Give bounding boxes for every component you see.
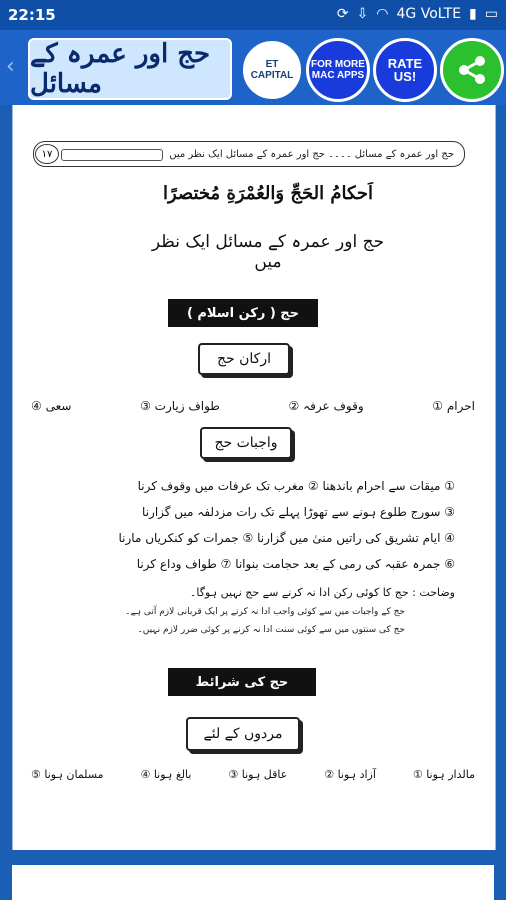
list-item: ④ بالغ ہونا	[140, 768, 192, 781]
men-heading: مردوں کے لئے	[186, 717, 300, 751]
hajj-heading: حج ( رکن اسلام )	[168, 299, 318, 327]
next-page-preview	[12, 865, 494, 900]
page-number: ۱۷	[35, 144, 59, 164]
download-icon: ⇩	[356, 6, 369, 22]
conditions-heading: حج کی شرائط	[168, 668, 316, 696]
wajibat-heading: واجبات حج	[200, 427, 292, 459]
capital-app-button[interactable]: ET CAPITAL	[240, 38, 304, 102]
list-item: ① مالدار ہونا	[412, 768, 475, 781]
wifi-icon: ◠	[376, 6, 389, 22]
sync-icon: ⟳	[336, 6, 349, 22]
arabic-title: اَحکامُ الحَجِّ وَالعُمْرَةِ مُختصرًا	[162, 183, 374, 204]
status-bar	[0, 0, 506, 30]
clarification-text: وضاحت : حج کا کوئی رکن ادا نہ کرنے سے حج نہیں ہوگا۔	[189, 586, 455, 599]
more-apps-button[interactable]: FOR MORE MAC APPS	[306, 38, 370, 102]
men-conditions-list	[31, 768, 475, 781]
status-right	[337, 6, 498, 22]
share-button[interactable]	[440, 38, 504, 102]
list-item: ② وقوف عرفہ	[288, 399, 364, 413]
app-title-banner: حج اور عمرہ کے مسائل	[28, 38, 232, 100]
list-item: ④ سعی	[31, 399, 72, 413]
wajibat-line: ① میقات سے احرام باندھنا ② مغرب تک عرفات میں وقوف کرنا	[137, 479, 455, 493]
note-item: حج کے واجبات میں سے کوئی واجب ادا نہ کرنے پر ایک قربانی لازم آتی ہے۔	[125, 607, 405, 617]
rate-us-button[interactable]: RATE US!	[373, 38, 437, 102]
list-item: ② آزاد ہونا	[324, 768, 376, 781]
back-chevron-icon[interactable]: ‹	[6, 54, 15, 79]
wajibat-line: ④ ایام تشریق کی راتیں منیٰ میں گزارنا ⑤ جمرات کو کنکریاں مارنا	[118, 531, 455, 545]
list-item: ③ عاقل ہونا	[228, 768, 288, 781]
note-item: حج کی سنتوں میں سے کوئی سنت ادا نہ کرنے پر کوئی ضرر لازم نہیں۔	[137, 625, 405, 635]
arkan-list	[31, 399, 475, 413]
book-page	[12, 105, 496, 850]
wajibat-line: ③ سورج طلوع ہونے سے تھوڑا پہلے تک رات مزدلفہ میں گزارنا	[142, 505, 455, 519]
list-item: ③ طواف زیارت	[140, 399, 220, 413]
battery-icon: ▭	[484, 6, 498, 22]
network-label: 4G VoLTE	[396, 6, 462, 22]
wajibat-line: ⑥ جمرہ عقبہ کی رمی کے بعد حجامت بنوانا ⑦ طواف وداع کرنا	[136, 557, 455, 571]
status-time: 22:15	[8, 6, 56, 24]
arkan-heading: ارکان حج	[198, 343, 290, 375]
list-item: ① احرام	[432, 399, 475, 413]
share-icon	[456, 54, 488, 86]
page-header-text: حج اور عمرہ کے مسائل ۔۔۔۔ حج اور عمرہ کے مسائل ایک نظر میں	[169, 148, 454, 160]
page-header	[33, 141, 465, 167]
list-item: ⑤ مسلمان ہونا	[31, 768, 104, 781]
app-toolbar	[0, 30, 506, 105]
signal-icon: ▮	[469, 6, 477, 22]
page-subtitle: حج اور عمرہ کے مسائل ایک نظر میں	[151, 232, 385, 272]
